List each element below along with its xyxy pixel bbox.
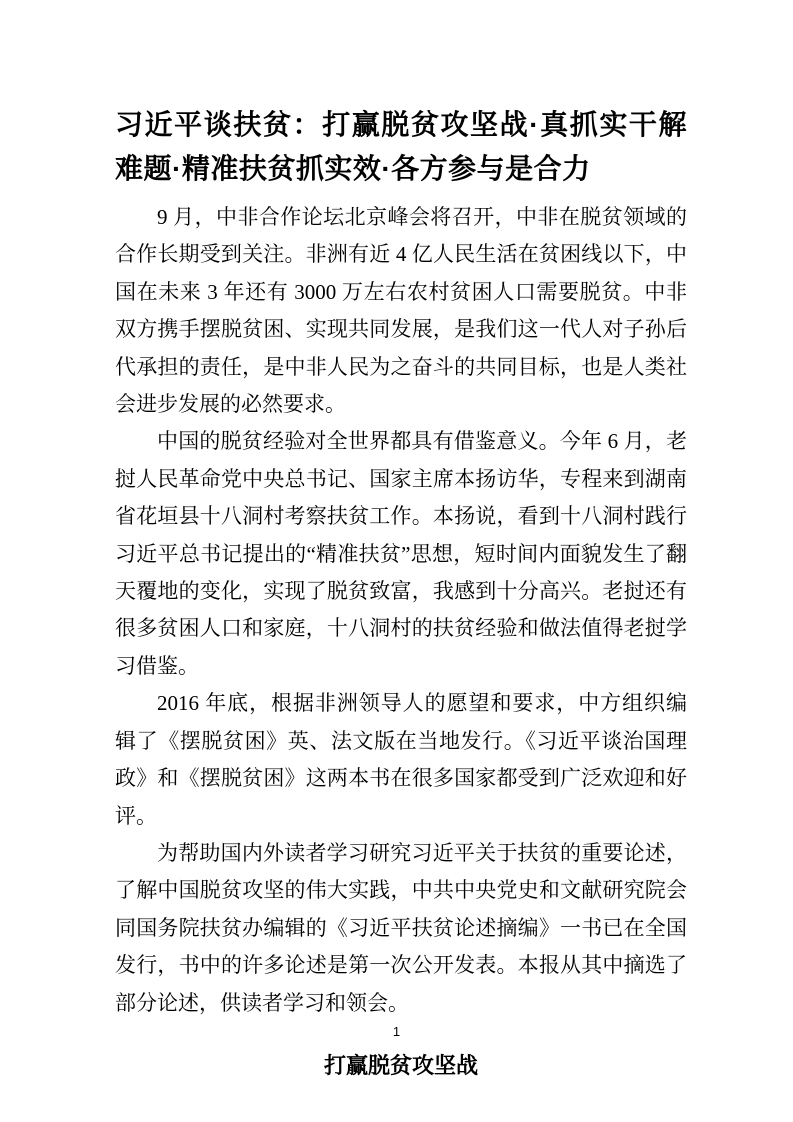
paragraph-3: 2016 年底，根据非洲领导人的愿望和要求，中方组织编辑了《摆脱贫困》英、法文版在当地发行。《习近平谈治国理政》和《摆脱贫困》这两本书在很多国家都受到广泛欢迎和好评。: [115, 691, 687, 828]
document-content: [115, 0, 687, 1082]
page-number: 1: [392, 1024, 401, 1039]
paragraph-4: 为帮助国内外读者学习研究习近平关于扶贫的重要论述，了解中国脱贫攻坚的伟大实践，中共中央党史和文献研究院会同国务院扶贫办编辑的《习近平扶贫论述摘编》一书已在全国发行，书中的许多论述是第一次公开发表。本报从其中摘选了部分论述，供读者学习和领会。: [115, 840, 687, 1015]
section-heading: 打赢脱贫攻坚战: [323, 1052, 478, 1078]
paragraph-1: 9 月，中非合作论坛北京峰会将召开，中非在脱贫领域的合作长期受到关注。非洲有近 4 亿人民生活在贫困线以下，中国在未来 3 年还有 3000 万左右农村贫困人口需要脱贫。中非双方携手摆脱贫困、实现共同发展，是我们这一代人对子孙后代承担的责任，是中非人民为之奋斗的共同目标，也是人类社会进步发展的必然要求。: [115, 205, 687, 417]
paragraph-2: 中国的脱贫经验对全世界都具有借鉴意义。今年 6 月，老挝人民革命党中央总书记、国家主席本扬访华，专程来到湖南省花垣县十八洞村考察扶贫工作。本扬说，看到十八洞村践行习近平总书记提出的“精准扶贫”思想，短时间内面貌发生了翻天覆地的变化，实现了脱贫致富，我感到十分高兴。老挝还有很多贫困人口和家庭，十八洞村的扶贫经验和做法值得老挝学习借鉴。: [115, 429, 687, 678]
article-title: 习近平谈扶贫：打赢脱贫攻坚战·真抓实干解难题·精准扶贫抓实效·各方参与是合力: [115, 109, 687, 184]
